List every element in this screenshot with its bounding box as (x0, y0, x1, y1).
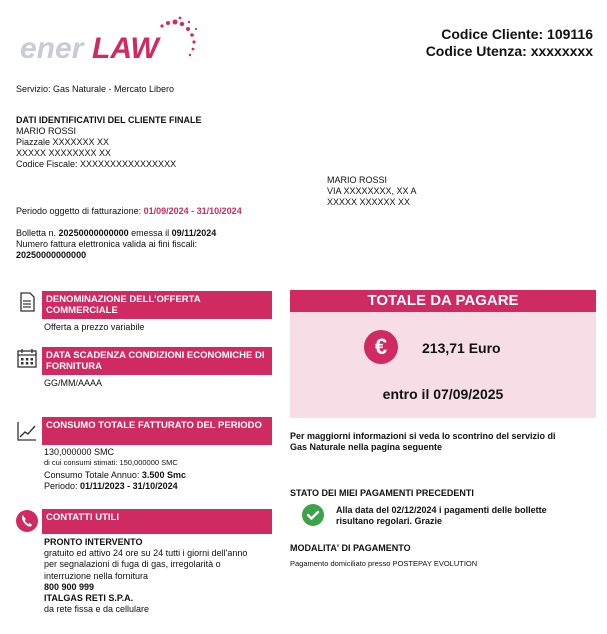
consumo-block (44, 447, 186, 492)
pronto-l2: per segnalazioni di fuga di gas, irregolarità o (44, 559, 221, 570)
codice-cliente: Codice Cliente: 109116 (441, 26, 593, 42)
pagamenti-line1: Alla data del 02/12/2024 i pagamenti delle bollette (336, 505, 547, 515)
scadenza-value: GG/MM/AAAA (44, 378, 103, 388)
modalita-title: MODALITA' DI PAGAMENTO (290, 543, 411, 553)
totale-title: TOTALE DA PAGARE (290, 290, 596, 312)
document-icon (16, 291, 38, 313)
info-line2: Gas Naturale nella pagina seguente (290, 442, 443, 452)
consumo-periodo-value: 01/11/2023 - 31/10/2024 (80, 481, 178, 491)
bolletta-emessa: emessa il (131, 228, 170, 238)
modalita-value: Pagamento domiciliato presso POSTEPAY EVOLUTION (290, 559, 478, 568)
periodo-label: Periodo oggetto di fatturazione: (16, 206, 142, 216)
phone-icon (16, 510, 38, 532)
consumo-value: 130,000000 SMC (44, 447, 115, 457)
pagamenti-text (336, 505, 547, 527)
info-line1: Per maggiorni informazioni si veda lo scontrino del servizio di (290, 431, 556, 441)
chart-trend-icon (16, 420, 38, 442)
recipient-line1: VIA XXXXXXXX, XX A (327, 186, 417, 196)
cliente-address1: Piazzale XXXXXXX XX (16, 137, 110, 147)
bolletta-date: 09/11/2024 (171, 228, 217, 238)
fattura-number: 20250000000000 (16, 250, 87, 260)
bolletta-prefix: Bolletta n. (16, 228, 57, 238)
cliente-cf: Codice Fiscale: XXXXXXXXXXXXXXXX (16, 159, 177, 169)
logo-ener: ener (20, 32, 84, 65)
calendar-icon (16, 347, 38, 369)
pagamenti-title: STATO DEI MIEI PAGAMENTI PRECEDENTI (290, 488, 474, 498)
contatti-header: CONTATTI UTILI (42, 509, 272, 534)
cliente-address2: XXXXX XXXXXXXX XX (16, 148, 112, 158)
enerlaw-logo (20, 14, 200, 70)
pronto-l1: gratuito ed attivo 24 ore su 24 tutti i giorni dell'anno (44, 548, 248, 559)
contatti-block (44, 537, 272, 615)
offerta-header: DENOMINAZIONE DELL'OFFERTA COMMERCIALE (42, 291, 272, 319)
totale-due: entro il 07/09/2025 (382, 386, 504, 402)
periodo-value: 01/09/2024 - 31/10/2024 (143, 206, 242, 216)
pronto-phone[interactable]: 800 900 999 (44, 581, 95, 592)
codice-utenza: Codice Utenza: xxxxxxxx (425, 43, 593, 59)
periodo-line (16, 206, 242, 217)
pronto-l3: interruzione nella fornitura (44, 570, 149, 581)
offerta-value: Offerta a prezzo variabile (44, 322, 145, 332)
cliente-block (16, 115, 202, 170)
pronto-title: PRONTO INTERVENTO (44, 537, 143, 547)
totale-amount: 213,71 Euro (422, 340, 501, 356)
recipient-line2: XXXXX XXXXXX XX (327, 197, 411, 207)
fattura-label: Numero fattura elettronica valida ai fini fiscali: (16, 239, 198, 249)
check-icon (302, 504, 324, 526)
consumo-periodo-label: Periodo: (44, 481, 78, 491)
customer-codes (426, 26, 593, 60)
consumo-annuo-value: 3.500 Smc (141, 470, 186, 480)
pagamenti-line2: risultano regolari. Grazie (336, 516, 443, 526)
company-note: da rete fissa e da cellulare (44, 604, 150, 615)
consumo-annuo-label: Consumo Totale Annuo: (44, 470, 140, 480)
servizio-line: Servizio: Gas Naturale - Mercato Libero (16, 84, 175, 94)
scadenza-header: DATA SCADENZA CONDIZIONI ECONOMICHE DI FORNITURA (42, 347, 272, 375)
consumo-header: CONSUMO TOTALE FATTURATO DEL PERIODO (42, 417, 272, 445)
euro-icon: € (364, 330, 398, 364)
bolletta-number: 20250000000000 (58, 228, 129, 238)
consumo-stimati: di cui consumi stimati: 150,000000 SMC (44, 458, 178, 467)
bolletta-block (16, 228, 216, 261)
logo-law: LAW (92, 32, 159, 65)
recipient-address (327, 175, 417, 208)
recipient-name: MARIO ROSSI (327, 175, 388, 185)
company-name: ITALGAS RETI S.P.A. (44, 593, 134, 604)
info-note (290, 431, 556, 453)
cliente-name: MARIO ROSSI (16, 126, 77, 136)
totale-box (290, 290, 596, 418)
cliente-title: DATI IDENTIFICATIVI DEL CLIENTE FINALE (16, 115, 202, 125)
